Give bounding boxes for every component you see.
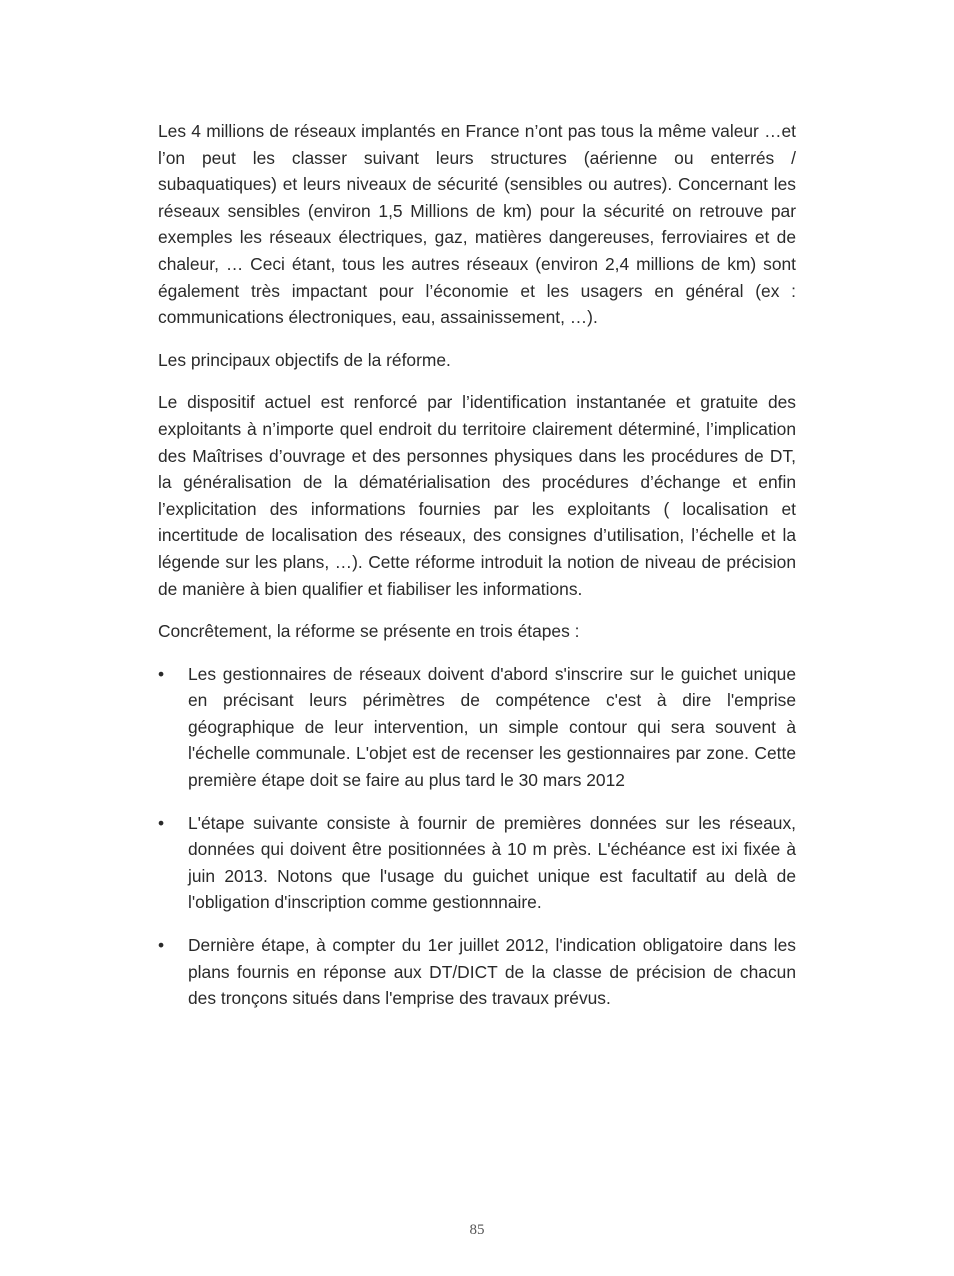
step-text: Dernière étape, à compter du 1er juillet 2012, l'indication obligatoire dans les plans fournis en réponse aux DT/DICT de la classe de précision de chacun des tronçons situés dans l'emprise des travaux prévus.	[188, 935, 796, 1009]
page-body	[158, 118, 796, 1028]
bullet-icon: •	[158, 663, 165, 684]
steps-list	[158, 661, 796, 1012]
bullet-icon: •	[158, 812, 165, 833]
step-text: L'étape suivante consiste à fournir de premières données sur les réseaux, données qui doivent être positionnées à 10 m près. L'échéance est ixi fixée à juin 2013. Notons que l'usage du guichet unique est facultatif au delà de l'obligation d'inscription comme gestionnnaire.	[188, 812, 796, 913]
bullet-icon: •	[158, 935, 165, 956]
objectives-heading: Les principaux objectifs de la réforme.	[158, 349, 451, 370]
steps-intro: Concrêtement, la réforme se présente en trois étapes :	[158, 621, 580, 642]
list-item	[158, 661, 796, 794]
device-paragraph: Le dispositif actuel est renforcé par l’identification instantanée et gratuite des exploitants à n’importe quel endroit du territoire clairement déterminé, l’implication des Maîtrises d’ouvrage et des personnes physiques dans les procédures de DT, la généralisation de la dématérialisation des procédures d’échange et enfin l’explicitation des informations fournies par les exploitants ( localisation et incertitude de localisation des réseaux, des consignes d’utilisation, l’échelle et la légende sur les plans, …). Cette réforme introduit la notion de niveau de précision de manière à bien qualifier et fiabiliser les informations.	[158, 392, 796, 599]
intro-paragraph: Les 4 millions de réseaux implantés en France n’ont pas tous la même valeur …et l’on peut les classer suivant leurs structures (aérienne ou enterrés / subaquatiques) et leurs niveaux de sécurité (sensibles ou autres). Concernant les réseaux sensibles (environ 1,5 Millions de km) pour la sécurité on retrouve par exemples les réseaux électriques, gaz, matières dangereuses, ferroviaires et de chaleur, … Ceci étant, tous les autres réseaux (environ 2,4 millions de km) sont également très impactant pour l’économie et les usagers en général (ex : communications électroniques, eau, assainissement, …).	[158, 121, 796, 328]
step-text: Les gestionnaires de réseaux doivent d'abord s'inscrire sur le guichet unique en précisant leurs périmètres de compétence c'est à dire l'emprise géographique de leur intervention, un simple contour qui sera souvent à l'échelle communale. L'objet est de recenser les gestionnaires par zone. Cette première étape doit se faire au plus tard le 30 mars 2012	[188, 663, 796, 791]
list-item	[158, 932, 796, 1012]
page-number: 85	[469, 1222, 485, 1238]
list-item	[158, 810, 796, 916]
